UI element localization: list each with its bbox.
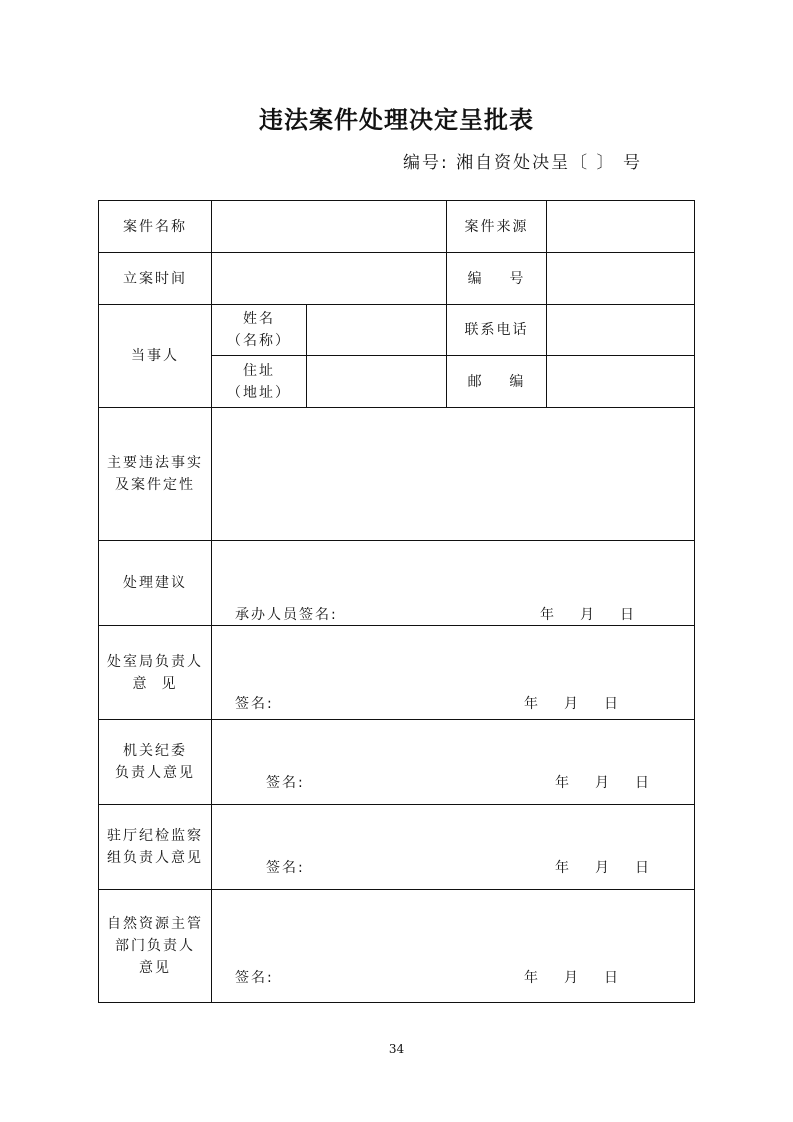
- month-text: 月: [564, 970, 578, 986]
- suggestion-label: 处理建议: [123, 575, 187, 591]
- case-name-label: 案件名称: [123, 218, 187, 235]
- party-name-field[interactable]: [307, 305, 446, 355]
- resource-opinion-field[interactable]: [212, 890, 694, 1002]
- resource-line3: 意见: [139, 960, 171, 976]
- office-opinion-field[interactable]: [212, 626, 694, 719]
- postcode-label: 邮 编: [467, 373, 526, 390]
- resource-line1: 自然资源主管: [107, 916, 203, 932]
- handler-signature-label: 承办人员签名:: [235, 607, 338, 623]
- name-text: 姓名: [243, 311, 275, 327]
- discipline-line1: 机关纪委: [123, 743, 187, 759]
- supervision-line1: 驻厅纪检监察: [107, 828, 203, 844]
- page-number: 34: [388, 1042, 405, 1056]
- address-paren-text: （地址）: [227, 384, 291, 401]
- supervision-line2: 组负责人意见: [107, 850, 203, 866]
- phone-label: 联系电话: [464, 322, 529, 338]
- year-text: 年: [524, 970, 538, 986]
- party-address-label: [212, 356, 306, 407]
- filing-time-label: 立案时间: [123, 270, 187, 287]
- name-paren-text: （名称）: [227, 333, 291, 349]
- office-opinion-label: [99, 626, 211, 719]
- case-source-label: 案件来源: [464, 218, 529, 235]
- day-text: 日: [620, 607, 634, 623]
- resource-opinion-label: [99, 890, 211, 1002]
- filing-time-field[interactable]: [212, 253, 446, 304]
- party-name-label: [212, 305, 306, 355]
- signature-label: 签名:: [266, 860, 305, 876]
- month-text: 月: [595, 860, 609, 876]
- year-text: 年: [555, 775, 569, 791]
- facts-field[interactable]: [212, 408, 694, 540]
- case-name-field[interactable]: [212, 201, 446, 252]
- number-label: 编 号: [467, 270, 526, 287]
- day-text: 日: [604, 696, 618, 712]
- facts-label: [99, 408, 211, 540]
- discipline-line2: 负责人意见: [115, 765, 195, 781]
- discipline-opinion-label: [99, 720, 211, 804]
- signature-label: 签名:: [266, 775, 305, 791]
- month-text: 月: [564, 696, 578, 712]
- year-text: 年: [555, 860, 569, 876]
- postcode-field[interactable]: [547, 356, 694, 407]
- day-text: 日: [635, 775, 649, 791]
- document-number: 编号: 湘自资处决呈〔 〕 号: [403, 153, 642, 173]
- form-title: 违法案件处理决定呈批表: [259, 106, 534, 134]
- party-label: 当事人: [131, 348, 179, 364]
- party-address-field[interactable]: [307, 356, 446, 407]
- address-text: 住址: [243, 362, 275, 379]
- case-source-field[interactable]: [547, 201, 694, 252]
- day-text: 日: [604, 970, 618, 986]
- year-text: 年: [540, 607, 554, 623]
- year-text: 年: [524, 696, 538, 712]
- signature-label: 签名:: [235, 696, 274, 712]
- resource-line2: 部门负责人: [115, 938, 195, 954]
- signature-label: 签名:: [235, 970, 274, 986]
- month-text: 月: [595, 775, 609, 791]
- facts-line2: 及案件定性: [115, 477, 195, 493]
- office-line2: 意 见: [132, 675, 178, 692]
- phone-field[interactable]: [547, 305, 694, 355]
- supervision-opinion-label: [99, 805, 211, 889]
- facts-line1: 主要违法事实: [107, 455, 203, 471]
- month-text: 月: [580, 607, 594, 623]
- day-text: 日: [635, 860, 649, 876]
- number-field[interactable]: [547, 253, 694, 304]
- office-line1: 处室局负责人: [107, 653, 203, 670]
